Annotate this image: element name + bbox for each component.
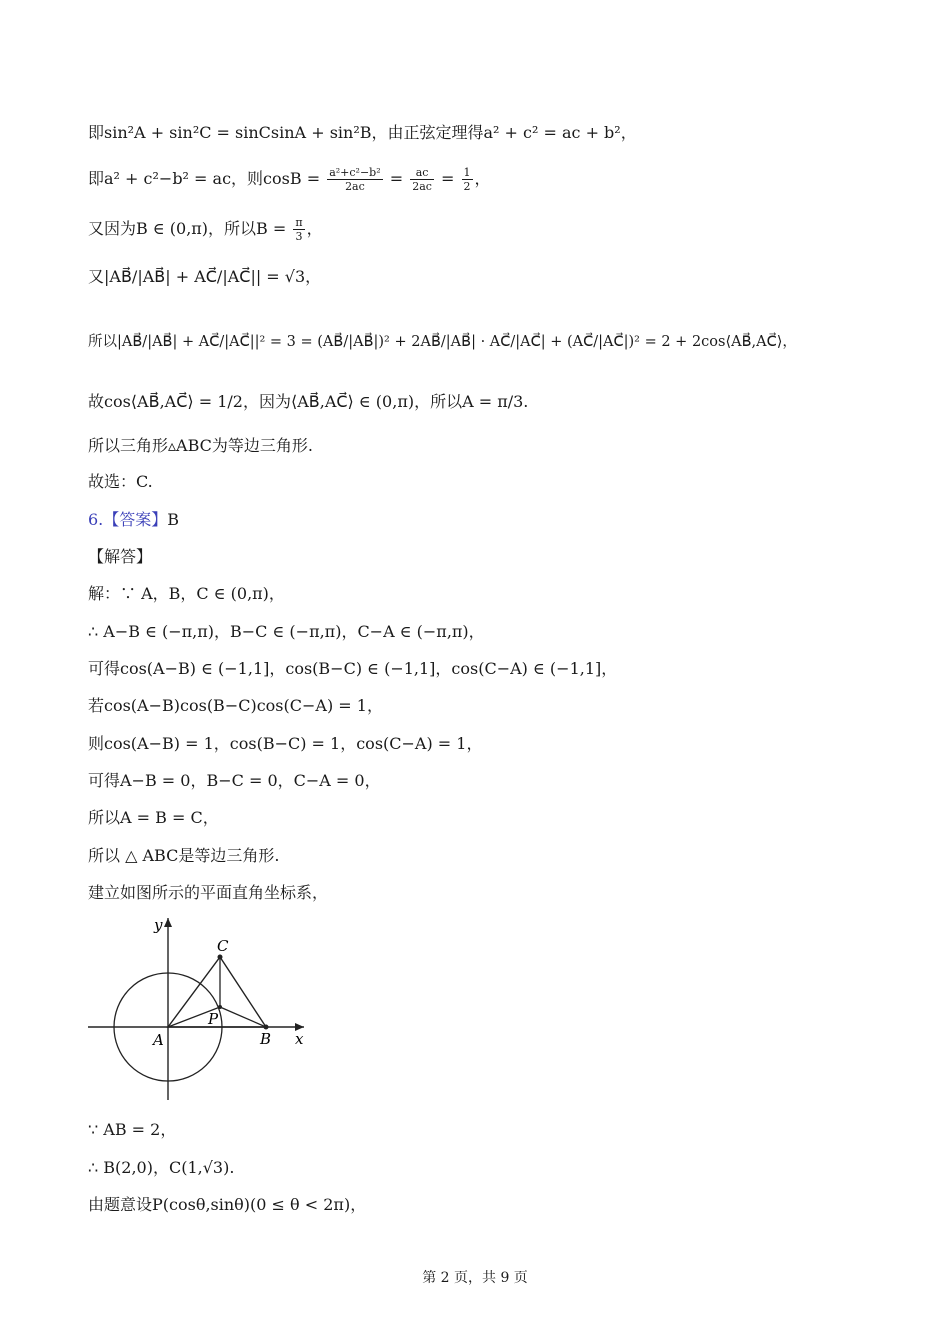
fraction-one-half: $\frac{1}{2}$ [463, 166, 471, 193]
step-11: ∴ B(2,0)，C(1,√3). [88, 1158, 235, 1177]
solution-line-6: 故cos⟨AB⃗,AC⃗⟩ = 1/2，因为⟨AB⃗,AC⃗⟩ ∈ (0,π)，所以A = π/3. [88, 392, 529, 411]
solution-line-1: 即sin²A + sin²C = sinCsinA + sin²B，由正弦定理得a² + c² = ac + b²， [88, 123, 637, 142]
point-p [218, 1005, 222, 1009]
label-y: y [154, 916, 163, 934]
step-3: 可得cos(A−B) ∈ (−1,1]，cos(B−C) ∈ (−1,1]，cos(C−A) ∈ (−1,1]， [88, 659, 618, 678]
fraction-cosB-numerator: $\frac{\text{a²+c²−b²}}{2ac}$ [329, 166, 381, 193]
label-c: C [217, 937, 229, 955]
step-5: 则cos(A−B) = 1，cos(B−C) = 1，cos(C−A) = 1， [88, 734, 483, 753]
step-8: 所以 △ ABC是等边三角形. [88, 846, 280, 865]
line-2-text: 即a² + c²−b² = ac，则cosB = [88, 169, 326, 188]
question-6-answer [88, 509, 179, 531]
label-x: x [295, 1030, 304, 1048]
label-a: A [153, 1031, 164, 1049]
solution-line-8: 故选：C. [88, 472, 153, 491]
answer-label: 6.【答案】 [88, 510, 168, 529]
coordinate-figure-svg [86, 910, 326, 1105]
step-12: 由题意设P(cosθ,sinθ)(0 ≤ θ < 2π)， [88, 1195, 367, 1214]
step-1: 解：∵ A，B，C ∈ (0,π)， [88, 584, 285, 603]
step-6: 可得A−B = 0，B−C = 0，C−A = 0， [88, 771, 381, 790]
solution-line-7: 所以三角形▵ABC为等边三角形. [88, 436, 313, 455]
coordinate-figure [86, 910, 326, 1109]
solution-line-2: 即a² + c²−b² = ac，则cosB = $\frac{\text{a²+c²−b²}}{2ac}$ = $\frac{ac}{2ac}$ = $\frac{1}{2}$ ， [88, 166, 491, 193]
solution-line-5: 所以|AB⃗/|AB⃗| + AC⃗/|AC⃗||² = 3 = (AB⃗/|AB⃗|)² + 2AB⃗/|AB⃗| · AC⃗/|AC⃗| + (AC⃗/|AC⃗|)² = 2 + 2cos⟨AB⃗,AC⃗⟩， [88, 334, 797, 350]
answer-value: B [167, 510, 180, 529]
solution-line-3: 又因为B ∈ (0,π)，所以B = $\frac{\pi}{3}$ ， [88, 216, 323, 243]
label-b: B [260, 1030, 272, 1048]
point-b [264, 1025, 269, 1030]
step-10: ∵ AB = 2， [88, 1120, 177, 1139]
page-footer: 第 2 页，共 9 页 [422, 1270, 528, 1286]
step-4: 若cos(A−B)cos(B−C)cos(C−A) = 1， [88, 696, 383, 715]
label-p: P [208, 1010, 219, 1028]
fraction-pi-over-3: $\frac{\pi}{3}$ [295, 216, 303, 243]
y-axis-arrow [164, 918, 172, 927]
step-7: 所以A = B = C， [88, 808, 219, 827]
solution-line-4: 又|AB⃗/|AB⃗| + AC⃗/|AC⃗|| = √3， [88, 267, 322, 286]
point-c [218, 955, 223, 960]
fraction-ac-over-2ac: $\frac{ac}{2ac}$ [412, 166, 432, 193]
step-2: ∴ A−B ∈ (−π,π)，B−C ∈ (−π,π)，C−A ∈ (−π,π)， [88, 622, 485, 641]
step-9: 建立如图所示的平面直角坐标系， [88, 883, 329, 902]
jieda-heading: 【解答】 [88, 547, 153, 566]
